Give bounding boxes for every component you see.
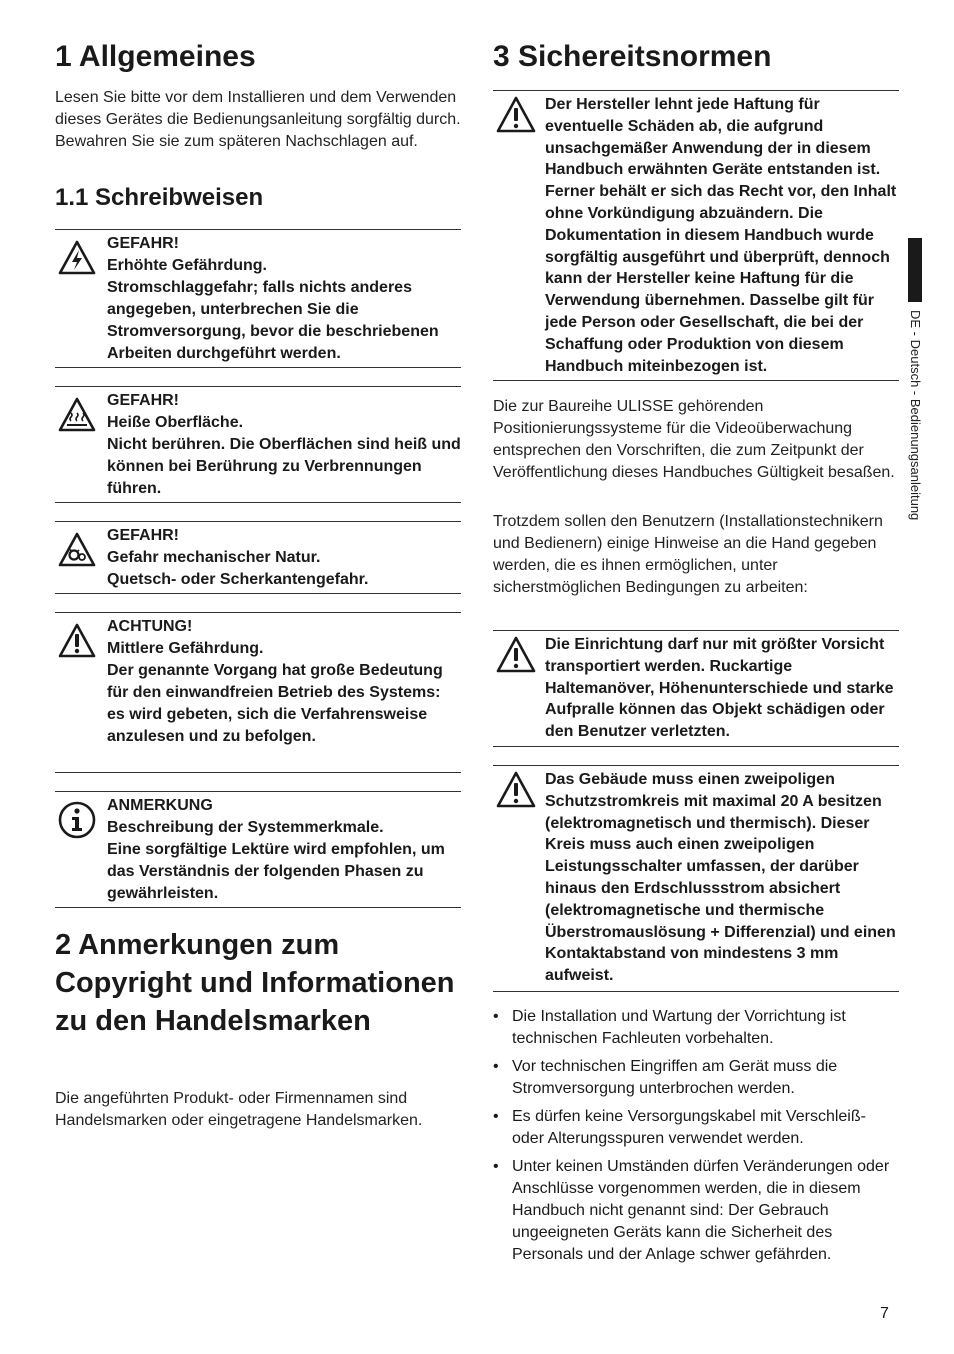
side-language-text: DE - Deutsch - Bedienungsanleitung [908, 310, 923, 521]
warning-icon [495, 635, 537, 675]
section-1-1-title: 1.1 Schreibweisen [55, 184, 264, 211]
notice-caution [55, 612, 461, 773]
list-item: • Es dürfen keine Versorgungskabel mit Verschleiß- oder Alterungsspuren verwendet werden. [493, 1108, 866, 1147]
standards-paragraph: Die zur Baureihe ULISSE gehörenden Positionierungssysteme für die Videoüberwachung entsprechen den Vorschriften, die zum Zeitpunkt der Veröffentlichung dieses Handbuches Gültigkeit besaßen. [493, 398, 895, 481]
notice-heading: GEFAHR! [107, 235, 179, 252]
language-tab-marker [908, 238, 922, 302]
notice-body: Der genannte Vorgang hat große Bedeutung für den einwandfreien Betrieb des Systems: es wird gebeten, sich die Verfahrensweise anzulesen und zu befolgen. [107, 662, 443, 745]
section-1-title: 1 Allgemeines [55, 40, 256, 73]
notice-heading: ANMERKUNG [107, 797, 213, 814]
section-3-title: 3 Sichereitsnormen [493, 40, 772, 73]
list-item: • Vor technischen Eingriffen am Gerät muss die Stromversorgung unterbrochen werden. [493, 1058, 838, 1097]
warning-icon [495, 770, 537, 810]
notice-body: Das Gebäude muss einen zweipoligen Schutzstromkreis mit maximal 20 A besitzen (elektromagnetisch und thermisch). Dieser Kreis muss auch einen zweipoligen Leistungsschalter umfassen, der darüber hinaus den Erdschlussstrom absichert (elektromagnetische und thermische Überstromauslösung + Differenzial) und einen Kontaktabstand von mindestens 3 mm aufweist. [545, 771, 896, 985]
section-1-text: Lesen Sie bitte vor dem Installieren und dem Verwenden dieses Gerätes die Bedienungsanleitung sorgfältig durch. Bewahren Sie sie zum späteren Nachschlagen auf. [55, 89, 461, 150]
notice-body: Stromschlaggefahr; falls nichts anderes angegeben, unterbrechen Sie die Stromversorgung, bevor die beschriebenen Arbeiten durchgeführt werden. [107, 279, 439, 362]
notice-body: Der Hersteller lehnt jede Haftung für eventuelle Schäden ab, die aufgrund unsachgemäßer Anwendung der in diesem Handbuch erwähnten Geräte entstanden ist. Ferner behält er sich das Recht vor, den Inhalt ohne Vorkündigung abzuändern. Die Dokumentation in diesem Handbuch wurde sorgfältig ausgeführt und überprüft, dennoch kann der Hersteller keine Haftung für die Verwendung übernehmen. Dasselbe gilt für jede Person oder Gesellschaft, die bei der Schaffung oder Produktion von diesem Handbuch miteinbezogen ist. [545, 96, 897, 375]
notice-heading: GEFAHR! [107, 392, 179, 409]
warning-icon [57, 621, 97, 661]
hints-paragraph: Trotzdem sollen den Benutzern (Installationstechnikern und Bedienern) einige Hinweise an die Hand gegeben werden, die es ihnen ermöglichen, unter sicherstmöglichen Bedingungen zu arbeiten: [493, 513, 883, 596]
notice-danger-electric [55, 229, 461, 368]
warning-icon [495, 95, 537, 135]
side-language-label [906, 310, 924, 555]
notice-danger-hot-surface [55, 386, 461, 503]
notice-body: Quetsch- oder Scherkantengefahr. [107, 571, 369, 588]
notice-electrical-installation [493, 765, 899, 992]
page-number: 7 [880, 1305, 889, 1322]
notice-body: Eine sorgfältige Lektüre wird empfohlen, um das Verständnis der folgenden Phasen zu gewährleisten. [107, 841, 445, 902]
section-2-title: 2 Anmerkungen zum Copyright und Informationen zu den Handelsmarken [55, 929, 455, 1037]
safety-bullet-list [493, 1006, 899, 1272]
notice-danger-mechanical [55, 521, 461, 594]
notice-subheading: Erhöhte Gefährdung. [107, 257, 267, 274]
notice-subheading: Gefahr mechanischer Natur. [107, 549, 321, 566]
notice-liability [493, 90, 899, 381]
electric-hazard-icon [57, 238, 97, 278]
notice-heading: ACHTUNG! [107, 618, 193, 635]
notice-transport [493, 630, 899, 747]
notice-body: Die Einrichtung darf nur mit größter Vorsicht transportiert werden. Ruckartige Haltemanöver, Höhenunterschiede und starke Aufpralle können das Objekt schädigen oder den Benutzer verletzten. [545, 636, 894, 741]
list-item: • Unter keinen Umständen dürfen Veränderungen oder Anschlüsse vorgenommen werden, die in diesem Handbuch nicht genannt sind: Der Gebrauch ungeeigneten Geräts kann die Sicherheit des Personals und der Anlage schwer gefährden. [493, 1158, 890, 1263]
mechanical-hazard-icon [57, 530, 97, 570]
notice-subheading: Beschreibung der Systemmerkmale. [107, 819, 384, 836]
notice-body: Nicht berühren. Die Oberflächen sind heiß und können bei Berührung zu Verbrennungen führen. [107, 436, 461, 497]
hot-surface-icon [57, 395, 97, 435]
notice-info [55, 791, 461, 908]
notice-heading: GEFAHR! [107, 527, 179, 544]
list-item: • Die Installation und Wartung der Vorrichtung ist technischen Fachleuten vorbehalten. [493, 1008, 846, 1047]
notice-subheading: Mittlere Gefährdung. [107, 640, 264, 657]
notice-subheading: Heiße Oberfläche. [107, 414, 244, 431]
info-icon [57, 800, 97, 840]
section-2-text: Die angeführten Produkt- oder Firmennamen sind Handelsmarken oder eingetragene Handelsmarken. [55, 1090, 423, 1129]
